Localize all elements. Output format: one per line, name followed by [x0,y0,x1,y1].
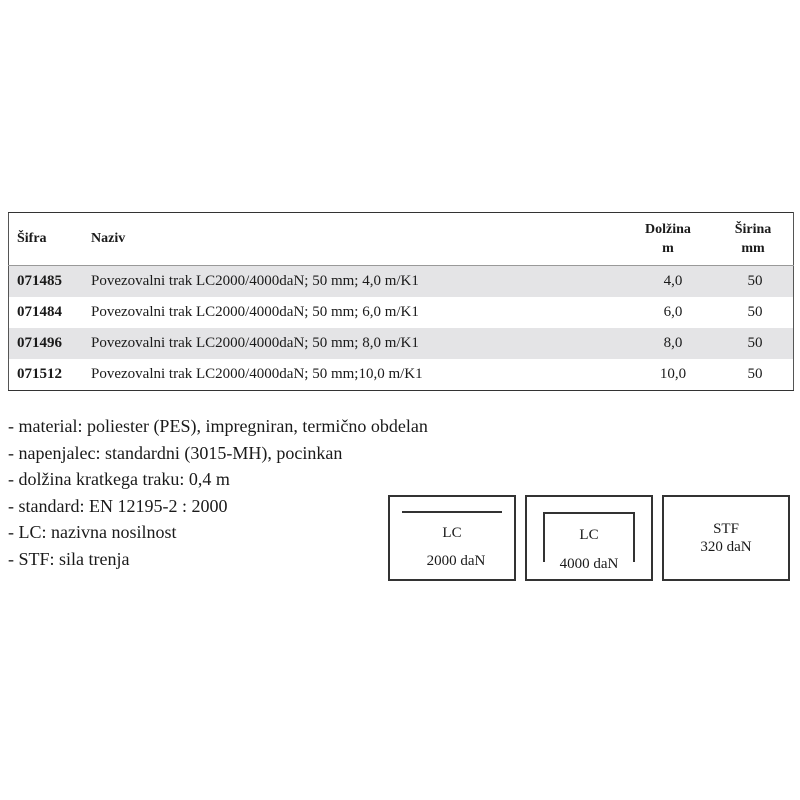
table-row [9,359,794,391]
lc-2000-label-box [388,495,516,581]
lc-2000-value: 2000 daN [426,553,486,569]
header-code: Šifra [9,213,88,266]
lc-4000-title: LC [579,527,599,543]
table-header-row [9,213,794,266]
header-length-unit: m [662,241,674,256]
header-length [623,213,713,266]
table-row [9,328,794,359]
spec-standard: - standard: EN 12195-2 : 2000 [8,495,228,516]
row-length: 6,0 [663,304,683,320]
row-length: 10,0 [659,366,687,382]
lc-4000-value: 4000 daN [559,556,619,572]
product-table [8,212,794,391]
header-length-label: Dolžina [645,222,691,237]
table-row [9,297,794,328]
header-width [713,213,794,266]
spec-list [8,413,428,572]
spec-lc-definition: - LC: nazivna nosilnost [8,522,177,542]
table-row [9,266,794,298]
row-length: 4,0 [623,266,713,298]
row-width: 50 [747,366,763,382]
spec-stf-definition: - STF: sila trenja [8,548,130,569]
spec-tensioner: - napenjalec: standardni (3015-MH), pocinkan [8,442,343,463]
row-name: Povezovalni trak LC2000/4000daN; 50 mm; 4,0 m/K1 [87,266,623,298]
row-code: 071485 [9,266,88,298]
stf-label-box [662,495,790,581]
row-width: 50 [713,266,794,298]
spec-short-strap-length: - dolžina kratkega traku: 0,4 m [8,469,230,489]
row-name: Povezovalni trak LC2000/4000daN; 50 mm; 8,0 m/K1 [87,328,623,359]
header-width-label: Širina [734,222,772,237]
header-width-unit: mm [741,241,765,256]
header-name: Naziv [87,213,623,266]
row-code: 071484 [17,304,62,320]
strap-line-icon [402,511,502,513]
row-width: 50 [747,304,763,320]
spec-material: - material: poliester (PES), impregniran, termično obdelan [8,416,428,436]
lc-4000-label-box [525,495,653,581]
stf-value: 320 daN [700,539,752,555]
row-width: 50 [713,328,794,359]
stf-title: STF [713,521,739,537]
row-name: Povezovalni trak LC2000/4000daN; 50 mm; 6,0 m/K1 [91,304,419,320]
row-name: Povezovalni trak LC2000/4000daN; 50 mm;10,0 m/K1 [91,366,423,382]
row-code: 071512 [17,366,62,382]
row-code: 071496 [9,328,88,359]
lc-2000-title: LC [442,525,462,541]
row-length: 8,0 [623,328,713,359]
